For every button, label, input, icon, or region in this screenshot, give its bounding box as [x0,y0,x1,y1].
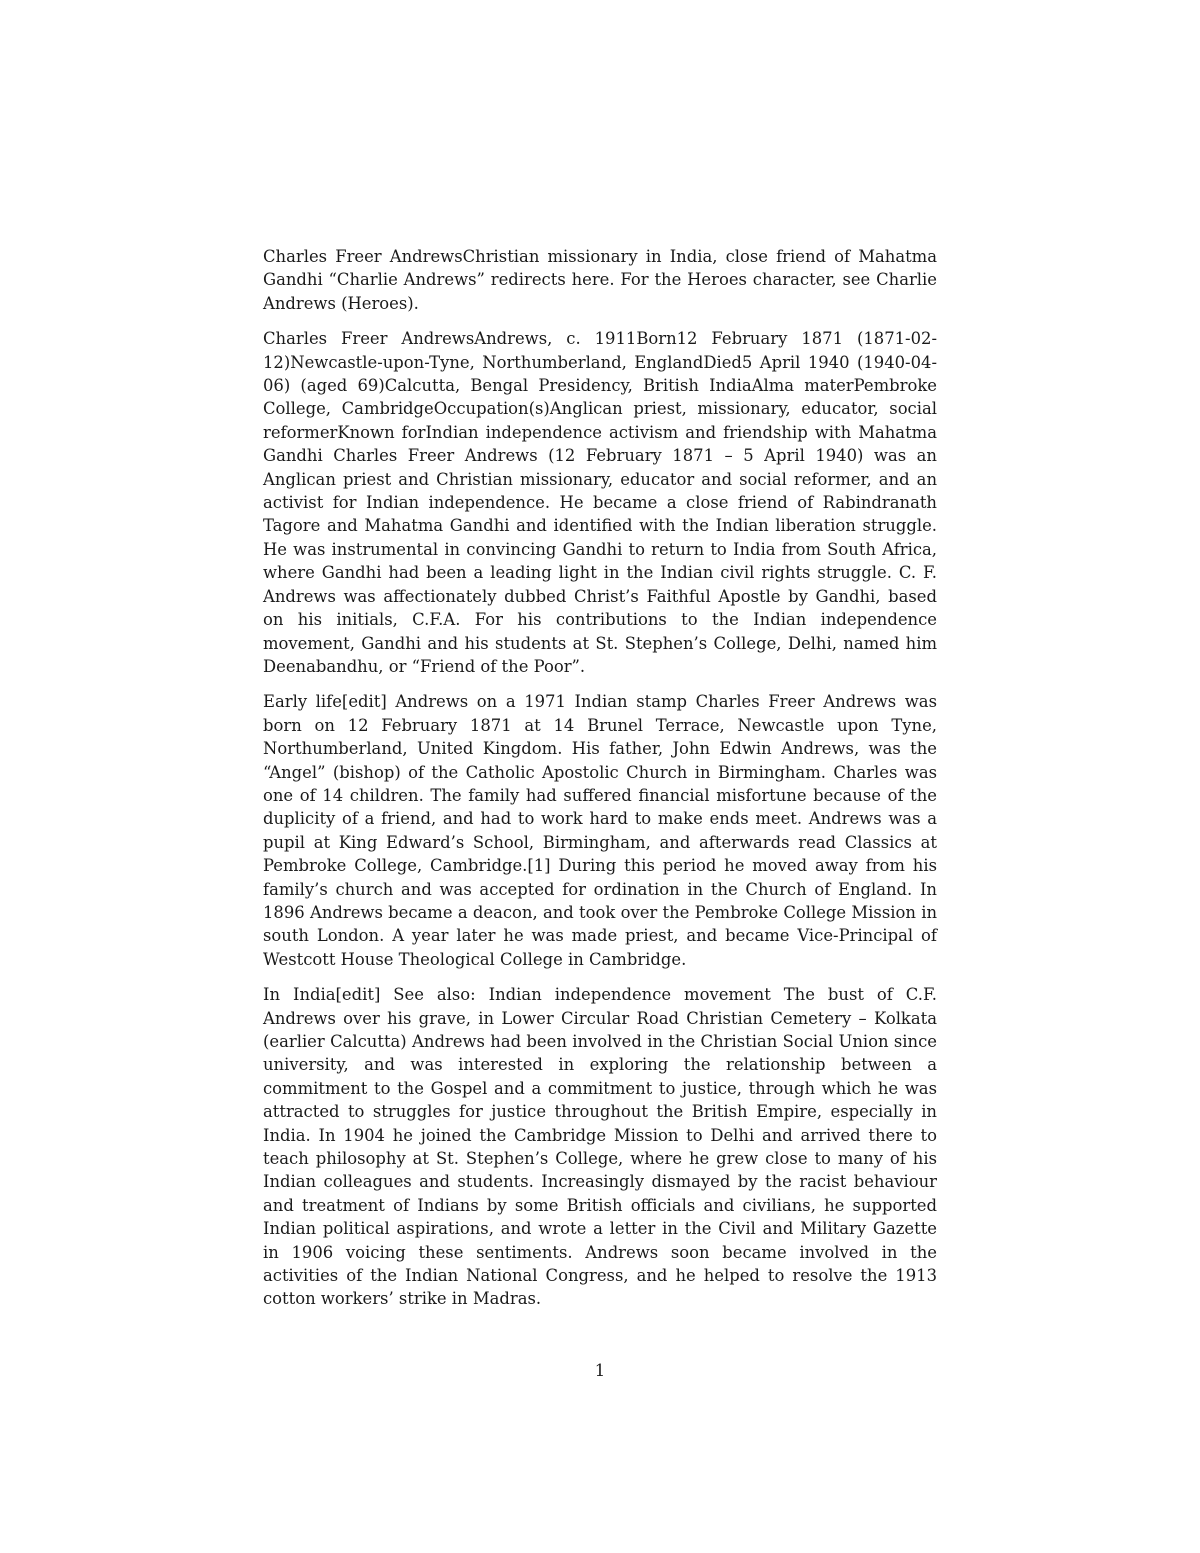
paragraph-intro: Charles Freer AndrewsChristian missionary in India, close friend of Mahatma Gandhi “Charlie Andrews” redirects here. For the Heroes character, see Charlie Andrews (Heroes). [263,247,937,313]
paragraph-in-india: In India[edit] See also: Indian independence movement The bust of C.F. Andrews over his grave, in Lower Circular Road Christian Cemetery – Kolkata (earlier Calcutta) Andrews had been involved in the Christian Social Union since university, and was interested in exploring the relationship between a commitment to the Gospel and a commitment to justice, through which he was attracted to struggles for justice throughout the British Empire, especially in India. In 1904 he joined the Cambridge Mission to Delhi and arrived there to teach philosophy at St. Stephen’s College, where he grew close to many of his Indian colleagues and students. Increasingly dismayed by the racist behaviour and treatment of Indians by some British officials and civilians, he supported Indian political aspirations, and wrote a letter in the Civil and Military Gazette in 1906 voicing these sentiments. Andrews soon became involved in the activities of the Indian National Congress, and he helped to resolve the 1913 cotton workers’ strike in Madras. [263,985,937,1309]
body-text [263,245,937,1323]
paragraph-early-life: Early life[edit] Andrews on a 1971 Indian stamp Charles Freer Andrews was born on 12 February 1871 at 14 Brunel Terrace, Newcastle upon Tyne, Northumberland, United Kingdom. His father, John Edwin Andrews, was the “Angel” (bishop) of the Catholic Apostolic Church in Birmingham. Charles was one of 14 children. The family had suffered financial misfortune because of the duplicity of a friend, and had to work hard to make ends meet. Andrews was a pupil at King Edward’s School, Birmingham, and afterwards read Classics at Pembroke College, Cambridge.[1] During this period he moved away from his family’s church and was accepted for ordination in the Church of England. In 1896 Andrews became a deacon, and took over the Pembroke College Mission in south London. A year later he was made priest, and became Vice-Principal of Westcott House Theological College in Cambridge. [263,692,937,969]
page-number: 1 [594,1361,606,1380]
paragraph-infobox-summary: Charles Freer AndrewsAndrews, c. 1911Born12 February 1871 (1871-02-12)Newcastle-upon-Tyne, Northumberland, EnglandDied5 April 1940 (1940-04-06) (aged 69)Calcutta, Bengal Presidency, British IndiaAlma materPembroke College, CambridgeOccupation(s)Anglican priest, missionary, educator, social reformerKnown forIndian independence activism and friendship with Mahatma Gandhi Charles Freer Andrews (12 February 1871 – 5 April 1940) was an Anglican priest and Christian missionary, educator and social reformer, and an activist for Indian independence. He became a close friend of Rabindranath Tagore and Mahatma Gandhi and identified with the Indian liberation struggle. He was instrumental in convincing Gandhi to return to India from South Africa, where Gandhi had been a leading light in the Indian civil rights struggle. C. F. Andrews was affectionately dubbed Christ’s Faithful Apostle by Gandhi, based on his initials, C.F.A. For his contributions to the Indian independence movement, Gandhi and his students at St. Stephen’s College, Delhi, named him Deenabandhu, or “Friend of the Poor”. [263,329,937,676]
